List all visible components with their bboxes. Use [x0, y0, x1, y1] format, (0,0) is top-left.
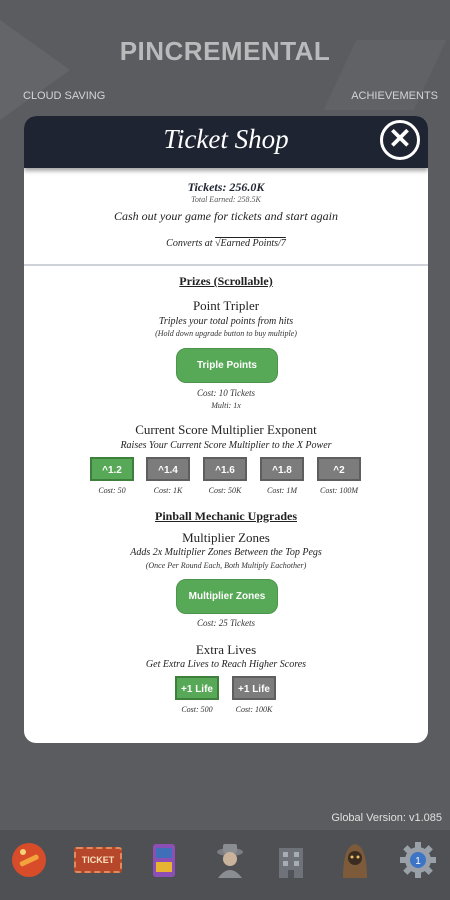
settings-badge: 1 — [415, 856, 421, 867]
arcade-icon[interactable] — [144, 840, 184, 880]
exponent-1-2-cost: Cost: 50 — [98, 486, 126, 495]
exponent-1-6-button[interactable]: ^1.6 — [203, 457, 247, 481]
ticket-shop-modal — [24, 116, 428, 743]
triple-points-button[interactable]: Triple Points — [176, 348, 278, 383]
background-shape — [0, 20, 70, 120]
version-label: Global Version: v1.085 — [331, 812, 442, 824]
modal-header — [24, 116, 428, 168]
prizes-section-title: Prizes (Scrollable) — [179, 274, 273, 288]
spy-icon[interactable] — [210, 840, 250, 880]
ticket-count: Tickets: 256.0K — [187, 180, 265, 194]
point-tripler-note: (Hold down upgrade button to buy multiple) — [155, 329, 297, 338]
multiplier-zones-cost: Cost: 25 Tickets — [197, 618, 255, 628]
converts-label: Converts at — [166, 238, 216, 249]
extra-life-2-cost: Cost: 100K — [235, 705, 273, 714]
close-button[interactable] — [380, 120, 420, 160]
app-title: PINCREMENTAL — [119, 36, 331, 66]
exponent-1-2-button[interactable]: ^1.2 — [90, 457, 134, 481]
score-exponent-desc: Raises Your Current Score Multiplier to the X Power — [120, 440, 332, 451]
point-tripler-cost: Cost: 10 Tickets — [197, 388, 255, 398]
multiplier-zones-button[interactable]: Multiplier Zones — [176, 579, 278, 614]
exponent-1-4-button[interactable]: ^1.4 — [146, 457, 190, 481]
multiplier-zones-desc: Adds 2x Multiplier Zones Between the Top Pegs — [130, 547, 322, 558]
pinball-section-title: Pinball Mechanic Upgrades — [154, 509, 297, 523]
point-tripler-title: Point Tripler — [192, 298, 260, 313]
cashout-info: Cash out your game for tickets and start again — [114, 209, 338, 223]
multiplier-zones-title: Multiplier Zones — [182, 530, 270, 545]
multiplier-zones-note: (Once Per Round Each, Both Multiply Eachother) — [145, 561, 307, 570]
bottom-nav-bar — [0, 830, 450, 900]
extra-lives-desc: Get Extra Lives to Reach Higher Scores — [145, 659, 307, 670]
extra-life-1-button[interactable]: +1 Life — [175, 676, 219, 700]
pinball-icon[interactable] — [9, 840, 49, 880]
total-earned: Total Earned: 258.5K — [191, 195, 261, 204]
conversion-formula — [24, 238, 428, 249]
point-tripler-desc: Triples your total points from hits — [158, 316, 294, 327]
achievements-button[interactable]: ACHIEVEMENTS — [351, 90, 438, 102]
close-icon: ✕ — [388, 123, 412, 154]
exponent-1-4-cost: Cost: 1K — [153, 486, 183, 495]
hooded-figure-icon[interactable] — [335, 840, 375, 880]
extra-lives-title: Extra Lives — [195, 642, 257, 657]
exponent-1-6-cost: Cost: 50K — [208, 486, 242, 495]
extra-life-1-cost: Cost: 500 — [181, 705, 213, 714]
divider — [24, 264, 428, 266]
exponent-1-8-cost: Cost: 1M — [267, 486, 297, 495]
cloud-saving-button[interactable]: CLOUD SAVING — [23, 90, 106, 102]
extra-life-2-button[interactable]: +1 Life — [232, 676, 276, 700]
exponent-2-cost: Cost: 100M — [320, 486, 358, 495]
modal-title: Ticket Shop — [163, 124, 289, 154]
gear-icon[interactable] — [398, 840, 438, 880]
building-icon[interactable] — [271, 840, 311, 880]
converts-formula: √Earned Points/7 — [215, 238, 286, 249]
point-tripler-multi: Multi: 1x — [211, 401, 241, 410]
exponent-1-8-button[interactable]: ^1.8 — [260, 457, 304, 481]
exponent-2-button[interactable]: ^2 — [317, 457, 361, 481]
score-exponent-title: Current Score Multiplier Exponent — [135, 422, 317, 437]
ticket-icon[interactable]: TICKET — [74, 847, 122, 873]
